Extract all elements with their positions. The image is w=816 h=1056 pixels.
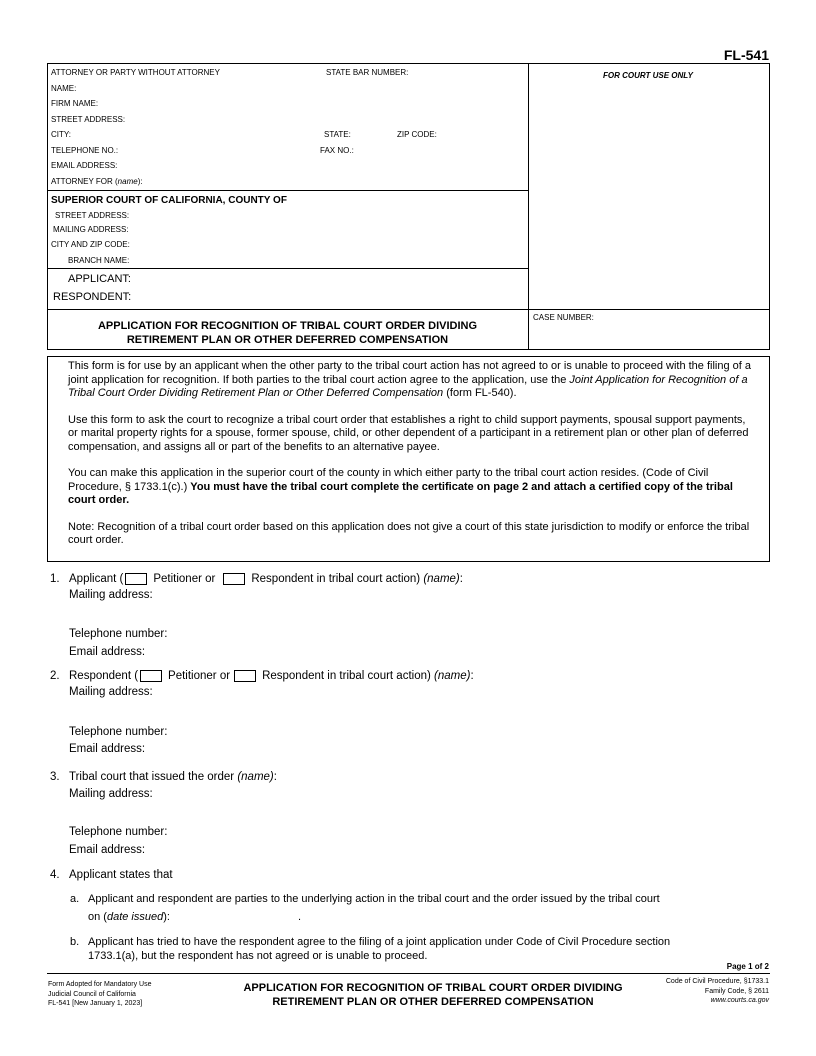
item4a-period: . [298,911,302,923]
item1-respondent-checkbox[interactable] [223,573,245,585]
item1-petitioner-label: Petitioner or [153,573,216,586]
street-label: STREET ADDRESS: [51,115,126,124]
court-cityzip-label: CITY AND ZIP CODE: [51,240,130,249]
item1-mailing-label: Mailing address: [69,589,153,601]
zip-label: ZIP CODE: [397,130,437,139]
city-label: CITY: [51,130,72,139]
item4a-number: a. [70,893,80,905]
attorney-label: ATTORNEY OR PARTY WITHOUT ATTORNEY [51,68,220,77]
item4-number: 4. [50,869,60,881]
info-p1-italic: Joint Application for Recognition of a Tribal Court Order Dividing Retirement Plan or Other Deferred Compensation [68,373,748,399]
attorney-for-name-hint: name [117,177,138,186]
item1-telephone-label: Telephone number: [69,628,168,640]
attorney-for-text: ATTORNEY FOR ( [51,177,118,186]
applicant-label: APPLICANT: [68,273,131,285]
item2-email-label: Email address: [69,743,146,755]
item3-text: Tribal court that issued the order [69,771,238,783]
item4a-line2 [88,911,170,923]
footer-website: www.courts.ca.gov [710,997,769,1004]
item2-mailing-label: Mailing address: [69,686,153,698]
state-label: STATE: [324,130,351,139]
info-p3-bold: You must have the tribal court complete the certificate on page 2 and attach a certified copy of the tribal court order. [68,480,733,506]
state-bar-label: STATE BAR NUMBER: [326,68,409,77]
info-p1 [68,360,754,401]
footer-title [218,981,648,1009]
item2-line [69,670,474,682]
form-title-line1: APPLICATION FOR RECOGNITION OF TRIBAL COURT ORDER DIVIDING [97,320,478,332]
item3-email-label: Email address: [69,844,146,856]
item4a-close: ): [163,911,170,923]
info-p2: Use this form to ask the court to recognize a tribal court order that establishes a right to child support payments, spousal support payments, or marital property rights for a spouse, former spouse, child, or other dependent of a participant in a retirement plan or other plan of deferred compensation, and assigns all or part of the benefits to an alternative payee. [68,413,749,453]
info-p3 [68,467,754,508]
item1-colon: : [459,573,463,586]
info-p3-a: You can make this application in the superior court of the county in which either party to the tribal court action resides. (Code of Civil Procedure, § 1733.1(c).) [68,467,709,493]
item1-petitioner-checkbox[interactable] [125,573,147,585]
footer-title-line1: APPLICATION FOR RECOGNITION OF TRIBAL COURT ORDER DIVIDING [243,982,623,994]
footer-rule [47,973,770,974]
item4a-date-hint: date issued [106,911,164,923]
court-parties-divider [47,268,528,269]
item4a-line1: Applicant and respondent are parties to the underlying action in the tribal court and the order issued by the tribal court [88,893,660,905]
firm-label: FIRM NAME: [51,99,99,108]
item3-mailing-label: Mailing address: [69,788,153,800]
form-id: FL-541 [723,47,769,63]
form-title [47,319,528,347]
item2-petitioner-checkbox[interactable] [140,670,162,682]
parties-title-divider [47,309,770,310]
court-use-label: FOR COURT USE ONLY [603,71,693,80]
form-title-line2: RETIREMENT PLAN OR OTHER DEFERRED COMPENSATION [126,334,449,346]
info-p1-b: (form FL-540). [443,387,517,399]
item1-number: 1. [50,573,60,585]
footer-right-line2: Family Code, § 2611 [704,987,769,995]
item4-text: Applicant states that [69,869,173,881]
item2-respondent-checkbox[interactable] [234,670,256,682]
court-branch-label: BRANCH NAME: [68,256,130,265]
info-text [68,360,754,561]
court-mailing-label: MAILING ADDRESS: [53,225,129,234]
footer-right-line1: Code of Civil Procedure, §1733.1 [665,978,769,985]
attorney-for-close: ): [137,177,143,186]
respondent-label: RESPONDENT: [53,291,132,303]
item1-name-hint: (name) [423,573,460,586]
court-street-label: STREET ADDRESS: [55,211,130,220]
item3-name-hint: (name) [237,771,274,783]
attorney-court-divider [47,190,528,191]
item3-telephone-label: Telephone number: [69,826,168,838]
item1-respondent-label: Respondent in tribal court action) [251,573,424,586]
item4b-line2: 1733.1(a), but the respondent has not agreed or is unable to proceed. [88,950,428,962]
item4b-number: b. [70,936,80,948]
footer-left-line2: Judicial Council of California [48,990,136,998]
item2-name-hint: (name) [434,670,471,683]
item2-colon: : [470,670,474,683]
page-number: Page 1 of 2 [726,962,769,971]
item3-line [69,771,277,783]
footer-left [48,980,152,1009]
item2-petitioner-label: Petitioner or [168,670,231,683]
item4b-line1: Applicant has tried to have the respondent agree to the filing of a joint application under Code of Civil Procedure section [88,936,671,948]
item1-applicant-text: Applicant ( [69,573,124,586]
item2-number: 2. [50,670,60,682]
footer-right [666,977,769,1006]
info-p4: Note: Recognition of a tribal court order based on this application does not give a court of this state jurisdiction to modify or enforce the tribal court order. [68,520,750,546]
item3-number: 3. [50,771,60,783]
item2-respondent-text: Respondent ( [69,670,139,683]
info-p1-a: This form is for use by an applicant when the other party to the tribal court action has not agreed to or is unable to proceed with the filing of a joint application for recognition. If both parties to the tribal court action agree to the application, use the [68,360,751,386]
item4a-on: on ( [88,911,107,923]
footer-title-line2: RETIREMENT PLAN OR OTHER DEFERRED COMPENSATION [272,996,594,1008]
phone-label: TELEPHONE NO.: [51,146,119,155]
caption-box [47,63,770,350]
case-number-label: CASE NUMBER: [533,313,594,322]
item1-email-label: Email address: [69,646,146,658]
item2-respondent-label: Respondent in tribal court action) [262,670,435,683]
footer-left-line3: FL-541 [New January 1, 2023] [48,1000,143,1007]
footer-left-line1: Form Adopted for Mandatory Use [48,981,152,988]
item3-colon: : [273,771,277,783]
caption-divider [528,63,529,350]
name-label: NAME: [51,84,77,93]
fax-label: FAX NO.: [320,146,354,155]
item2-telephone-label: Telephone number: [69,726,168,738]
court-title: SUPERIOR COURT OF CALIFORNIA, COUNTY OF [51,195,287,206]
attorney-for-label [51,177,143,186]
item1-line [69,573,463,585]
email-label: EMAIL ADDRESS: [51,161,118,170]
